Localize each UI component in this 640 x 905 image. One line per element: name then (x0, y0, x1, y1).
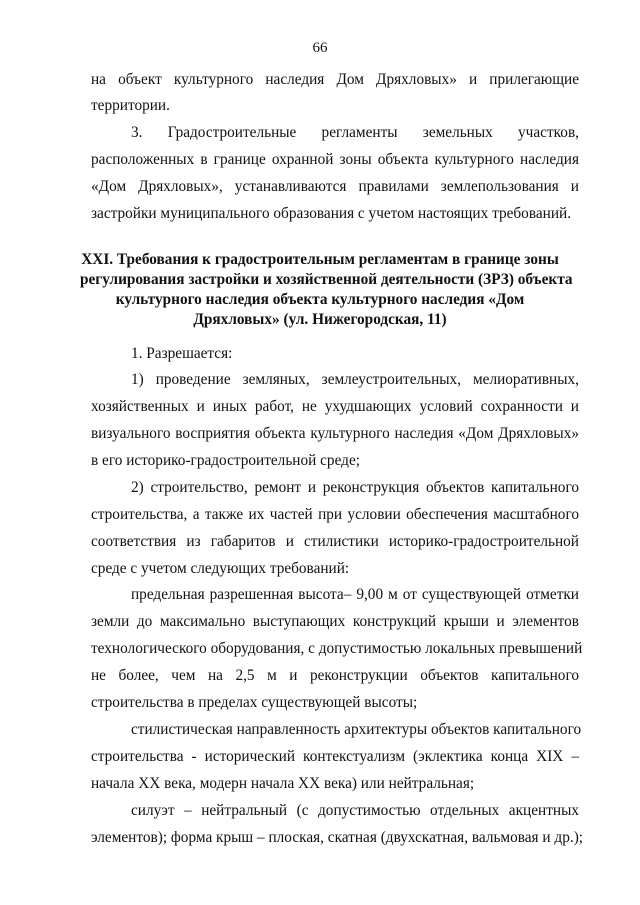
text-line: в его историко-градостроительной среде; (91, 452, 360, 469)
text-line: строительства, а также их частей при условии обеспечения масштабного (91, 506, 579, 523)
text-line: застройки муниципального образования с учетом настоящих требований. (91, 205, 572, 222)
text-line: предельная разрешенная высота– 9,00 м от существующей отметки (131, 586, 579, 603)
text-line: визуального восприятия объекта культурного наследия «Дом Дряхловых» (91, 425, 579, 442)
text-line: строительства в пределах существующей высоты; (91, 694, 418, 711)
text-line: расположенных в границе охранной зоны объекта культурного наследия (91, 151, 579, 168)
text-line: начала XX века, модерн начала XX века) или нейтральная; (91, 775, 475, 792)
heading-line: Дряхловых» (ул. Нижегородская, 11) (193, 311, 447, 328)
text-line: элементов); форма крыш – плоская, скатная (двухскатная, вальмовая и др.); (91, 829, 584, 846)
text-line: среде с учетом следующих требований: (91, 560, 350, 577)
text-line: стилистическая направленность архитектуры объектов капитального (131, 721, 582, 738)
section-heading (80, 250, 573, 330)
heading-line: XXI. Требования к градостроительным регламентам в границе зоны (81, 251, 559, 268)
text-line: хозяйственных и иных работ, не ухудшающих условий сохранности и (91, 398, 579, 415)
text-line: земли до максимально выступающих конструкций крыши и элементов (91, 613, 579, 630)
heading-line: регулирования застройки и хозяйственной деятельности (ЗРЗ) объекта (80, 271, 573, 288)
text-line: строительства - исторический контекстуализм (эклектика конца XIX – (91, 748, 579, 765)
text-line: «Дом Дряхловых», устанавливаются правилами землепользования и (91, 178, 579, 195)
item-1-label: 1. Разрешается: (131, 345, 233, 362)
text-line: соответствия из габаритов и стилистики историко-градостроительной (91, 533, 579, 550)
text-line: территории. (91, 97, 170, 114)
text-line: не более, чем на 2,5 м и реконструкции объектов капитального (91, 667, 579, 684)
text-line: 1) проведение земляных, землеустроительных, мелиоративных, (131, 371, 579, 388)
heading-line: культурного наследия объекта культурного наследия «Дом (115, 291, 525, 308)
text-line: силуэт – нейтральный (с допустимостью отдельных акцентных (131, 802, 579, 819)
text-line: 2) строительство, ремонт и реконструкция объектов капитального (131, 479, 579, 496)
page-number: 66 (312, 40, 328, 56)
text-line: технологического оборудования, с допустимостью локальных превышений (91, 640, 583, 657)
text-line: на объект культурного наследия Дом Дряхловых» и прилегающие (91, 71, 579, 88)
text-line: 3. Градостроительные регламенты земельных участков, (131, 124, 579, 141)
